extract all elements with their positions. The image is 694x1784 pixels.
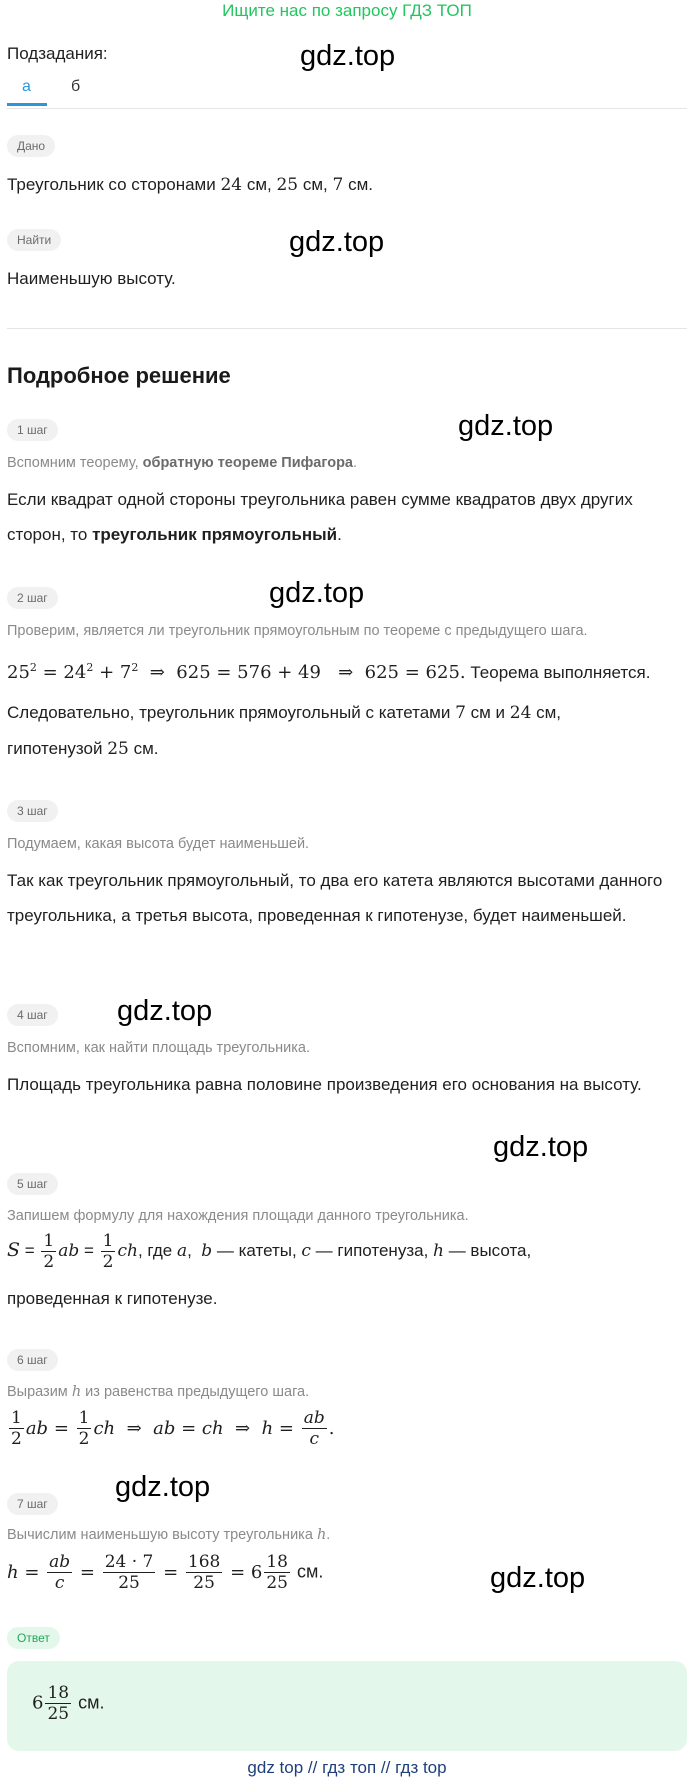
- step-5-text: проведенная к гипотенузе.: [7, 1289, 218, 1308]
- active-tab-indicator: [7, 103, 47, 106]
- divider: [7, 328, 687, 329]
- step-7-badge: 7 шаг: [7, 1493, 58, 1515]
- step-1-text: Если квадрат одной стороны треугольника равен сумме квадратов двух других сторон, то треугольник прямоугольный.: [7, 490, 633, 544]
- step-2-equation: $25^2 = 24^2 + 7^2$ ⇒ 625 = 576 + 49 ⇒ 625 = 625. Теорема выполняется.: [7, 661, 651, 683]
- step-2-badge: 2 шаг: [7, 587, 58, 609]
- search-banner[interactable]: Ищите нас по запросу ГДЗ ТОП: [222, 1, 472, 20]
- answer-box: [7, 1661, 687, 1751]
- step-7-hint: Вычислим наименьшую высоту треугольника h.: [7, 1527, 331, 1543]
- watermark: gdz.top: [115, 1471, 211, 1503]
- step-3-text: Так как треугольник прямоугольный, то два его катета являются высотами данного треугольника, а третья высота, проведенная к гипотенузе, будет наименьшей.: [7, 871, 663, 925]
- find-text: Наименьшую высоту.: [7, 269, 176, 288]
- step-1-hint: Вспомним теорему, обратную теореме Пифагора.: [7, 455, 358, 471]
- find-badge: Найти: [7, 229, 61, 251]
- answer-value: 6 $\frac{18}{25}$ см.: [32, 1683, 105, 1724]
- given-text: Треугольник со сторонами 24 см, 25 см, 7 см.: [7, 175, 373, 195]
- step-5-badge: 5 шаг: [7, 1173, 58, 1195]
- step-6-badge: 6 шаг: [7, 1349, 58, 1371]
- watermark: gdz.top: [269, 577, 365, 609]
- subtasks-title: Подзадания:: [7, 44, 108, 63]
- step-3-badge: 3 шаг: [7, 800, 58, 822]
- watermark: gdz.top: [117, 995, 213, 1027]
- watermark: gdz.top: [458, 410, 554, 442]
- watermark: gdz.top: [490, 1562, 586, 1594]
- answer-badge: Ответ: [7, 1627, 60, 1649]
- step-4-badge: 4 шаг: [7, 1004, 58, 1026]
- step-6-hint: Выразим h из равенства предыдущего шага.: [7, 1384, 310, 1400]
- watermark: gdz.top: [289, 226, 385, 258]
- step-5-hint: Запишем формулу для нахождения площади данного треугольника.: [7, 1208, 469, 1224]
- given-badge: Дано: [7, 135, 55, 157]
- step-7-formula: h = $\frac{ab}{c}$ = $\frac{24 \cdot 7}{25}$ = $\frac{168}{25}$ = 6 $\frac{18}{25}$ см.: [7, 1552, 324, 1593]
- footer-links[interactable]: gdz top // гдз топ // гдз top: [247, 1758, 447, 1777]
- step-5-formula: S = $\frac{1}{2}$ ab = $\frac{1}{2}$ ch, где a, b — катеты, c — гипотенуза, h — высота,: [7, 1231, 532, 1272]
- step-6-formula: $\frac{1}{2}$ ab = $\frac{1}{2}$ ch ⇒ ab = ch ⇒ h = $\frac{ab}{c}$ .: [11, 1408, 335, 1449]
- step-4-text: Площадь треугольника равна половине произведения его основания на высоту.: [7, 1075, 642, 1094]
- watermark: gdz.top: [493, 1131, 589, 1163]
- solution-title: Подробное решение: [7, 363, 231, 388]
- step-3-hint: Подумаем, какая высота будет наименьшей.: [7, 836, 310, 852]
- divider: [7, 108, 687, 109]
- step-2-hint: Проверим, является ли треугольник прямоугольным по теореме с предыдущего шага.: [7, 623, 588, 639]
- step-1-badge: 1 шаг: [7, 419, 58, 441]
- step-2-text: Следовательно, треугольник прямоугольный с катетами 7 см и 24 см, гипотенузой 25 см.: [7, 703, 562, 759]
- tab-subtask-b[interactable]: б: [71, 78, 81, 95]
- step-4-hint: Вспомним, как найти площадь треугольника.: [7, 1040, 311, 1056]
- watermark: gdz.top: [300, 40, 396, 72]
- tab-subtask-a[interactable]: а: [22, 78, 31, 95]
